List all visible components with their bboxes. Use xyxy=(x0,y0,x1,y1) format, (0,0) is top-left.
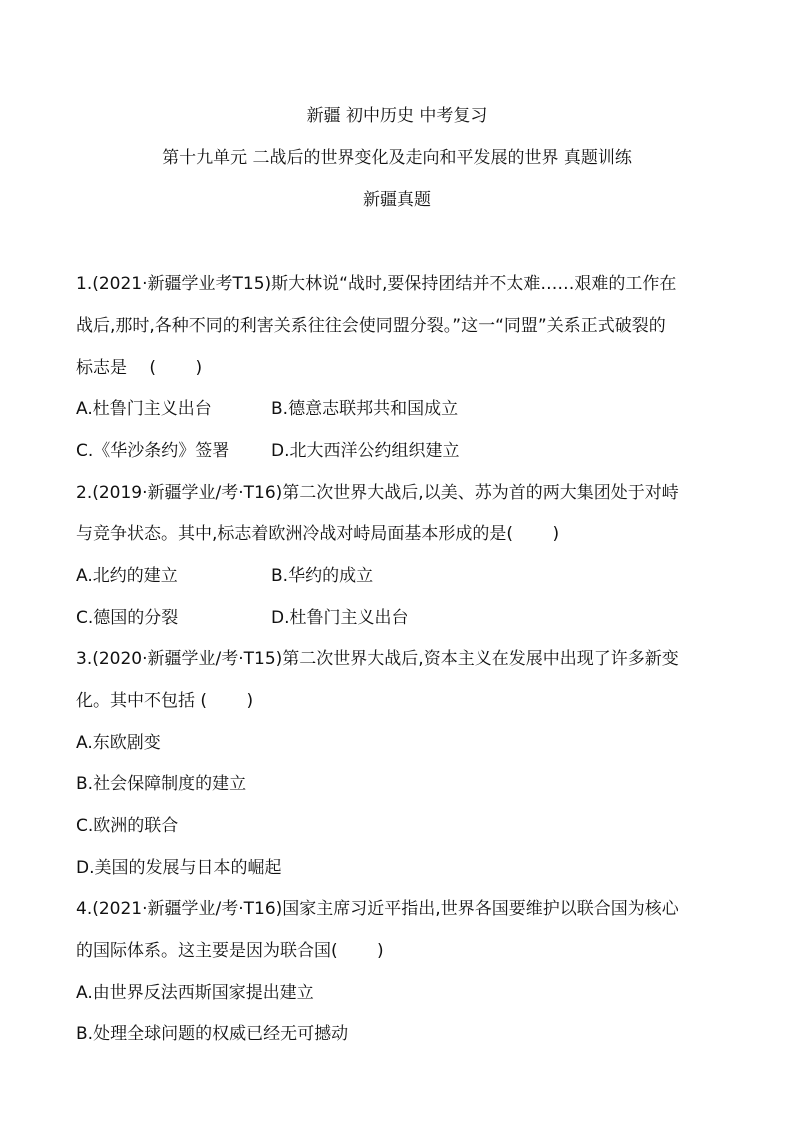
question-1-stem-line-1: 1.(2021·新疆学业考T15)斯大林说“战时,要保持团结并不太难……艰难的工作在 xyxy=(76,274,677,294)
question-3-option-b: B.社会保障制度的建立 xyxy=(76,774,247,794)
question-4-stem-line-2: 的国际体系。这主要是因为联合国( ) xyxy=(76,941,384,961)
document-subtitle: 第十九单元 二战后的世界变化及走向和平发展的世界 真题训练 xyxy=(162,148,632,168)
section-heading: 新疆真题 xyxy=(363,190,431,210)
question-1-option-a: A.杜鲁门主义出台 xyxy=(76,399,212,419)
question-3-option-a: A.东欧剧变 xyxy=(76,733,161,753)
question-2-option-d: D.杜鲁门主义出台 xyxy=(271,608,409,628)
question-1-option-d: D.北大西洋公约组织建立 xyxy=(271,441,460,461)
question-1-option-c: C.《华沙条约》签署 xyxy=(76,441,230,461)
question-4-stem-line-1: 4.(2021·新疆学业/考·T16)国家主席习近平指出,世界各国要维护以联合国为核心 xyxy=(76,899,679,919)
question-3-stem-line-2: 化。其中不包括 ( ) xyxy=(76,691,254,711)
question-1-stem-line-3: 标志是 ( ) xyxy=(76,358,203,378)
question-4-option-a: A.由世界反法西斯国家提出建立 xyxy=(76,983,314,1003)
question-3-stem-line-1: 3.(2020·新疆学业/考·T15)第二次世界大战后,资本主义在发展中出现了许多新变 xyxy=(76,649,679,669)
question-1-stem-line-2: 战后,那时,各种不同的利害关系往往会使同盟分裂。”这一“同盟”关系正式破裂的 xyxy=(76,316,666,336)
document-title: 新疆 初中历史 中考复习 xyxy=(306,106,488,126)
question-1-option-b: B.德意志联邦共和国成立 xyxy=(271,399,459,419)
question-2-option-b: B.华约的成立 xyxy=(271,566,374,586)
question-3-option-c: C.欧洲的联合 xyxy=(76,816,179,836)
question-4-option-b: B.处理全球问题的权威已经无可撼动 xyxy=(76,1024,349,1044)
question-2-stem-line-2: 与竞争状态。其中,标志着欧洲冷战对峙局面基本形成的是( ) xyxy=(76,524,560,544)
question-3-option-d: D.美国的发展与日本的崛起 xyxy=(76,858,282,878)
question-2-stem-line-1: 2.(2019·新疆学业/考·T16)第二次世界大战后,以美、苏为首的两大集团处于对峙 xyxy=(76,483,679,503)
question-2-option-c: C.德国的分裂 xyxy=(76,608,179,628)
question-2-option-a: A.北约的建立 xyxy=(76,566,178,586)
